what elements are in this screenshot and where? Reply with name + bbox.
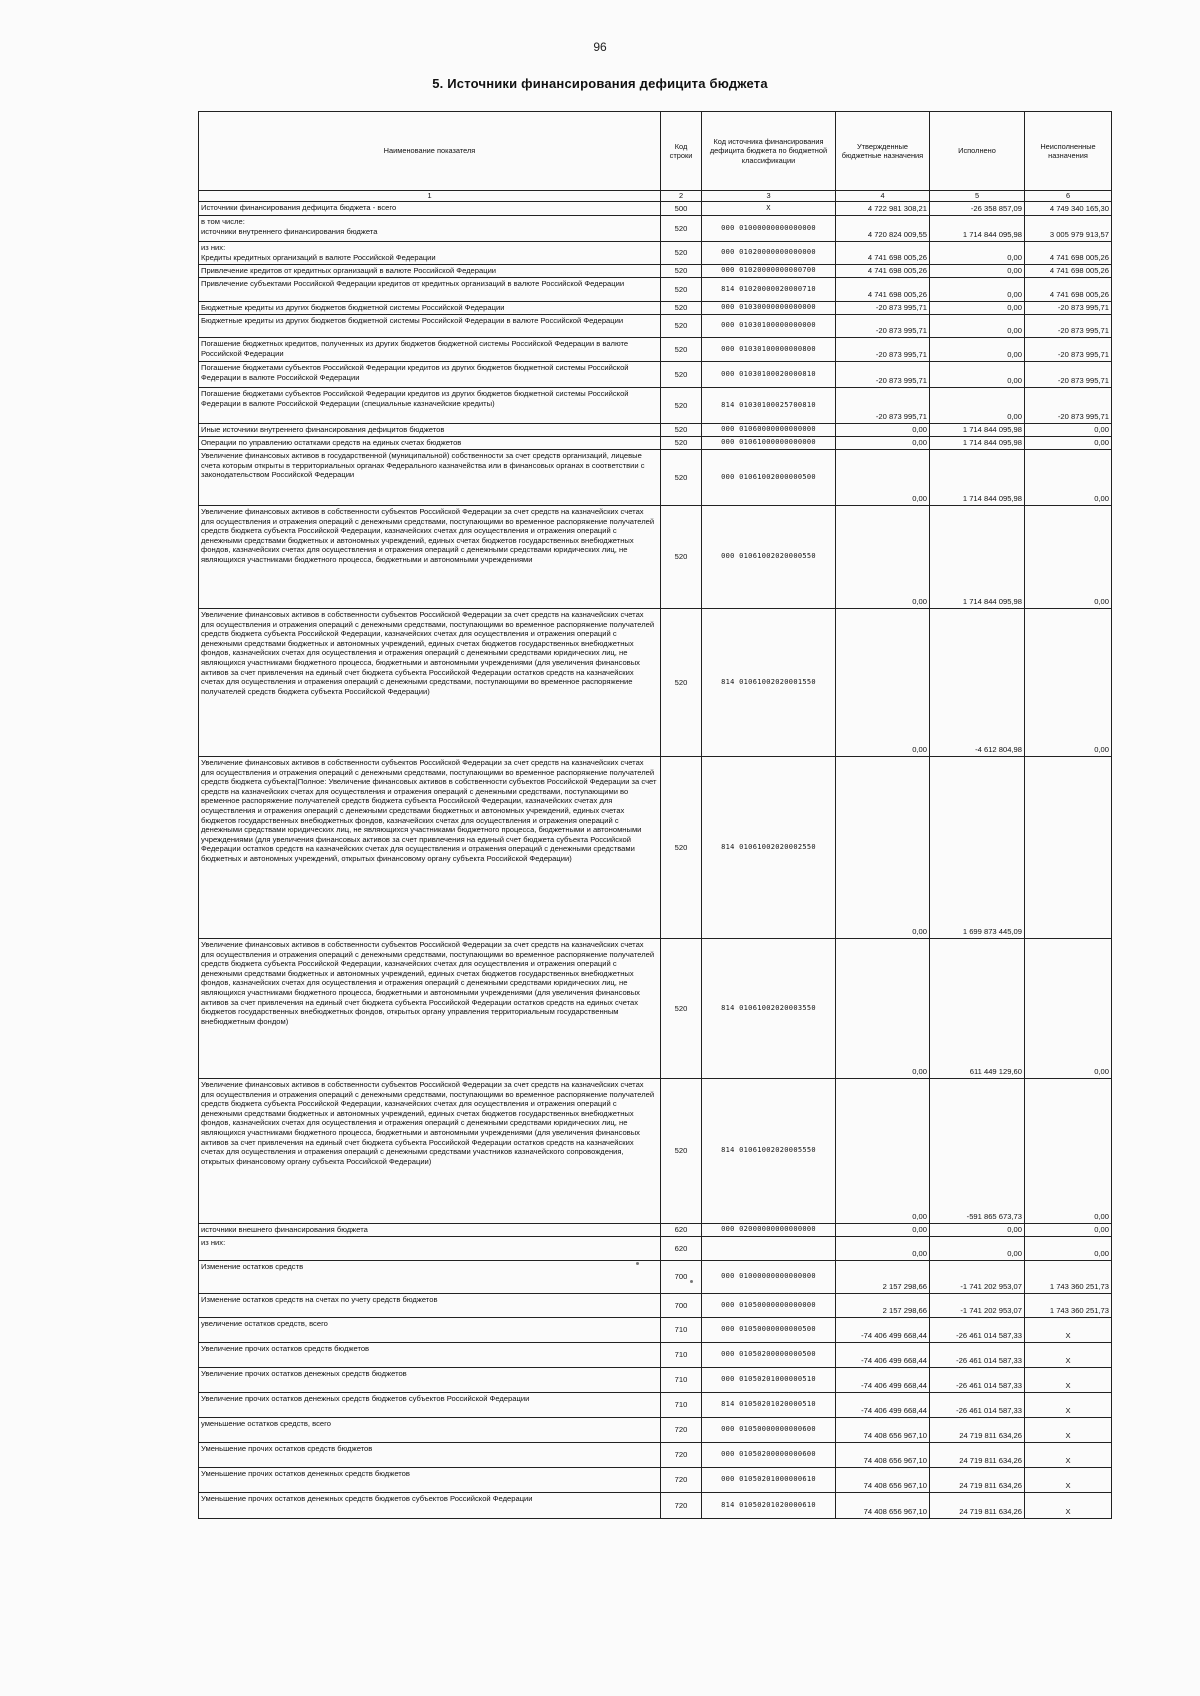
column-number: 3 xyxy=(702,191,836,202)
table-row xyxy=(199,450,1112,506)
row-remaining: X xyxy=(1025,1318,1112,1343)
row-remaining: -20 873 995,71 xyxy=(1025,302,1112,315)
row-executed: 0,00 xyxy=(930,1237,1025,1261)
row-line-code: 520 xyxy=(661,424,702,437)
row-executed: -1 741 202 953,07 xyxy=(930,1261,1025,1294)
row-executed: 24 719 811 634,26 xyxy=(930,1418,1025,1443)
row-executed: 611 449 129,60 xyxy=(930,939,1025,1079)
row-line-code: 520 xyxy=(661,265,702,278)
row-name: Увеличение финансовых активов в собственности субъектов Российской Федерации за счет средств на казначейских счетах для осуществления и отражения операций с денежными средствами, поступающими во временное распоряжение получателей средств бюджета субъекта Российской Федерации, казначейских счетах для осуществления и отражения операций с денежными средствами бюджетных и автономных учреждений, единых счетах бюджетов государственных внебюджетных фондов, казначейских счетах для осуществления и отражения операций с денежными средствами юридических лиц, не являющихся участниками бюджетного процесса, бюджетными и автономными учреждениями xyxy=(199,506,661,609)
table-row xyxy=(199,424,1112,437)
row-source-code: 000 01020000000000000 xyxy=(702,242,836,265)
row-executed: 1 714 844 095,98 xyxy=(930,506,1025,609)
row-name: Уменьшение прочих остатков денежных средств бюджетов субъектов Российской Федерации xyxy=(199,1493,661,1519)
table-row xyxy=(199,202,1112,216)
row-approved: -20 873 995,71 xyxy=(836,362,930,388)
row-name: источники внешнего финансирования бюджета xyxy=(199,1224,661,1237)
row-source-code: 814 01020000020000710 xyxy=(702,278,836,302)
row-executed: 24 719 811 634,26 xyxy=(930,1493,1025,1519)
row-approved: 0,00 xyxy=(836,939,930,1079)
table-row xyxy=(199,1079,1112,1224)
row-executed: 0,00 xyxy=(930,338,1025,362)
row-approved: -74 406 499 668,44 xyxy=(836,1318,930,1343)
row-source-code: 814 01061002020003550 xyxy=(702,939,836,1079)
row-source-code: 000 01000000000000000 xyxy=(702,216,836,242)
table-row xyxy=(199,216,1112,242)
row-approved: 4 741 698 005,26 xyxy=(836,265,930,278)
row-source-code: 000 01050200000000600 xyxy=(702,1443,836,1468)
row-executed: 0,00 xyxy=(930,302,1025,315)
section-title: 5. Источники финансирования дефицита бюджета xyxy=(432,76,768,91)
table-row xyxy=(199,302,1112,315)
row-approved: 2 157 298,66 xyxy=(836,1261,930,1294)
row-source-code: 000 01061000000000000 xyxy=(702,437,836,450)
row-line-code: 520 xyxy=(661,338,702,362)
row-executed: 0,00 xyxy=(930,362,1025,388)
row-line-code: 720 xyxy=(661,1493,702,1519)
row-name: уменьшение остатков средств, всего xyxy=(199,1418,661,1443)
row-approved: 74 408 656 967,10 xyxy=(836,1468,930,1493)
row-approved: 2 157 298,66 xyxy=(836,1294,930,1318)
row-name: Увеличение финансовых активов в государственной (муниципальной) собственности за счет средств организаций, лицевые счета которым открыты в территориальных органах Федерального казначейства или в финансовых органах в соответствии с законодательством Российской Федерации xyxy=(199,450,661,506)
row-source-code: 000 01020000000000700 xyxy=(702,265,836,278)
row-name: Увеличение финансовых активов в собственности субъектов Российской Федерации за счет средств на казначейских счетах для осуществления и отражения операций с денежными средствами, поступающими во временное распоряжение получателей средств бюджета субъекта Российской Федерации, казначейских счетах для осуществления и отражения операций с денежными средствами бюджетных и автономных учреждений, единых счетах бюджетов государственных внебюджетных фондов, казначейских счетах для осуществления и отражения операций с денежными средствами юридических лиц, не являющихся участниками бюджетного процесса, бюджетными и автономными учреждениями (для увеличения финансовых активов за счет привлечения на единый счет бюджета субъекта Российской Федерации остатков средств на единых счетах бюджетов государственных внебюджетных фондов, открытых органу управления территориальным государственным внебюджетным фондом) xyxy=(199,939,661,1079)
row-remaining xyxy=(1025,757,1112,939)
row-source-code: 814 01061002020005550 xyxy=(702,1079,836,1224)
table-row xyxy=(199,242,1112,265)
row-remaining: 0,00 xyxy=(1025,609,1112,757)
sources-table xyxy=(198,111,1112,1519)
row-name: Операции по управлению остатками средств на единых счетах бюджетов xyxy=(199,437,661,450)
row-name: Привлечение субъектами Российской Федерации кредитов от кредитных организаций в валюте Российской Федерации xyxy=(199,278,661,302)
row-line-code: 700 xyxy=(661,1294,702,1318)
row-line-code: 520 xyxy=(661,450,702,506)
row-line-code: 520 xyxy=(661,388,702,424)
row-approved: -74 406 499 668,44 xyxy=(836,1343,930,1368)
row-name: из них: xyxy=(199,1237,661,1261)
row-approved: 0,00 xyxy=(836,1237,930,1261)
row-name: Погашение бюджетных кредитов, полученных из других бюджетов бюджетной системы Российской Федерации в валюте Российской Федерации xyxy=(199,338,661,362)
table-row xyxy=(199,1261,1112,1294)
row-name: увеличение остатков средств, всего xyxy=(199,1318,661,1343)
table-row xyxy=(199,1224,1112,1237)
table-row xyxy=(199,362,1112,388)
row-remaining: 0,00 xyxy=(1025,939,1112,1079)
row-name: Погашение бюджетами субъектов Российской Федерации кредитов из других бюджетов бюджетной системы Российской Федерации в валюте Российской Федерации xyxy=(199,362,661,388)
row-remaining: 1 743 360 251,73 xyxy=(1025,1294,1112,1318)
row-remaining: 3 005 979 913,57 xyxy=(1025,216,1112,242)
row-name: Увеличение прочих остатков средств бюджетов xyxy=(199,1343,661,1368)
row-remaining: 0,00 xyxy=(1025,1079,1112,1224)
row-remaining: -20 873 995,71 xyxy=(1025,388,1112,424)
row-remaining: 4 749 340 165,30 xyxy=(1025,202,1112,216)
row-source-code: 000 01030000000000000 xyxy=(702,302,836,315)
row-source-code: 000 01050000000000000 xyxy=(702,1294,836,1318)
table-row xyxy=(199,278,1112,302)
row-remaining: 0,00 xyxy=(1025,437,1112,450)
scan-speck xyxy=(690,1280,693,1283)
row-line-code: 520 xyxy=(661,216,702,242)
row-remaining: -20 873 995,71 xyxy=(1025,362,1112,388)
row-source-code: 000 01061002020000550 xyxy=(702,506,836,609)
row-source-code: 814 01050201020000610 xyxy=(702,1493,836,1519)
row-line-code: 520 xyxy=(661,506,702,609)
row-approved: -20 873 995,71 xyxy=(836,302,930,315)
table-row xyxy=(199,1343,1112,1368)
row-source-code: 000 01060000000000000 xyxy=(702,424,836,437)
row-line-code: 500 xyxy=(661,202,702,216)
row-name: Уменьшение прочих остатков денежных средств бюджетов xyxy=(199,1468,661,1493)
row-executed: 0,00 xyxy=(930,388,1025,424)
row-executed: 1 714 844 095,98 xyxy=(930,216,1025,242)
table-row xyxy=(199,757,1112,939)
table-row xyxy=(199,1393,1112,1418)
row-line-code: 520 xyxy=(661,939,702,1079)
row-source-code: 814 01061002020002550 xyxy=(702,757,836,939)
row-executed: -591 865 673,73 xyxy=(930,1079,1025,1224)
row-name: Изменение остатков средств на счетах по учету средств бюджетов xyxy=(199,1294,661,1318)
row-approved: -74 406 499 668,44 xyxy=(836,1368,930,1393)
row-remaining: 0,00 xyxy=(1025,1224,1112,1237)
row-source-code: 000 01030100000000800 xyxy=(702,338,836,362)
row-approved: 74 408 656 967,10 xyxy=(836,1443,930,1468)
column-number-row xyxy=(199,191,1112,202)
table-row xyxy=(199,338,1112,362)
row-approved: 0,00 xyxy=(836,437,930,450)
row-line-code: 520 xyxy=(661,1079,702,1224)
row-remaining: X xyxy=(1025,1343,1112,1368)
row-approved: 0,00 xyxy=(836,1079,930,1224)
row-name: в том числе: источники внутреннего финансирования бюджета xyxy=(199,216,661,242)
row-approved: 0,00 xyxy=(836,450,930,506)
row-approved: 0,00 xyxy=(836,609,930,757)
row-line-code: 520 xyxy=(661,437,702,450)
row-remaining: X xyxy=(1025,1368,1112,1393)
table-row xyxy=(199,315,1112,338)
row-name: Иные источники внутреннего финансирования дефицитов бюджетов xyxy=(199,424,661,437)
row-source-code: 000 01030100020000810 xyxy=(702,362,836,388)
header-executed: Исполнено xyxy=(930,112,1025,191)
row-line-code: 520 xyxy=(661,242,702,265)
row-remaining: 4 741 698 005,26 xyxy=(1025,265,1112,278)
row-approved: -20 873 995,71 xyxy=(836,338,930,362)
row-approved: 0,00 xyxy=(836,424,930,437)
row-line-code: 520 xyxy=(661,278,702,302)
row-name: Привлечение кредитов от кредитных организаций в валюте Российской Федерации xyxy=(199,265,661,278)
table-header-row xyxy=(199,112,1112,191)
row-approved: -20 873 995,71 xyxy=(836,388,930,424)
row-line-code: 710 xyxy=(661,1343,702,1368)
table-row xyxy=(199,437,1112,450)
row-approved: 4 720 824 009,55 xyxy=(836,216,930,242)
row-remaining: -20 873 995,71 xyxy=(1025,338,1112,362)
row-source-code: 000 01050000000000500 xyxy=(702,1318,836,1343)
row-name: Изменение остатков средств xyxy=(199,1261,661,1294)
row-remaining: X xyxy=(1025,1393,1112,1418)
row-source-code: X xyxy=(702,202,836,216)
row-name: из них: Кредиты кредитных организаций в валюте Российской Федерации xyxy=(199,242,661,265)
row-approved: 74 408 656 967,10 xyxy=(836,1493,930,1519)
row-remaining: X xyxy=(1025,1493,1112,1519)
row-executed: -1 741 202 953,07 xyxy=(930,1294,1025,1318)
row-name: Бюджетные кредиты из других бюджетов бюджетной системы Российской Федерации в валюте Российской Федерации xyxy=(199,315,661,338)
row-remaining: 0,00 xyxy=(1025,1237,1112,1261)
row-approved: 4 722 981 308,21 xyxy=(836,202,930,216)
row-line-code: 720 xyxy=(661,1443,702,1468)
row-remaining: X xyxy=(1025,1418,1112,1443)
table-body xyxy=(199,202,1112,1519)
table-row xyxy=(199,1493,1112,1519)
table-row xyxy=(199,1237,1112,1261)
row-name: Увеличение прочих остатков денежных средств бюджетов субъектов Российской Федерации xyxy=(199,1393,661,1418)
row-line-code: 520 xyxy=(661,609,702,757)
row-remaining: -20 873 995,71 xyxy=(1025,315,1112,338)
row-executed: -26 461 014 587,33 xyxy=(930,1318,1025,1343)
row-source-code: 000 01000000000000000 xyxy=(702,1261,836,1294)
row-name: Уменьшение прочих остатков средств бюджетов xyxy=(199,1443,661,1468)
row-executed: 1 699 873 445,09 xyxy=(930,757,1025,939)
row-source-code: 000 01050201000000510 xyxy=(702,1368,836,1393)
header-source-code: Код источника финансирования дефицита бюджета по бюджетной классификации xyxy=(702,112,836,191)
row-source-code: 000 02000000000000000 xyxy=(702,1224,836,1237)
row-name: Погашение бюджетами субъектов Российской Федерации кредитов из других бюджетов бюджетной системы Российской Федерации в валюте Российской Федерации (специальные казначейские кредиты) xyxy=(199,388,661,424)
table-row xyxy=(199,1294,1112,1318)
column-number: 2 xyxy=(661,191,702,202)
page-number: 96 xyxy=(593,40,607,54)
row-name: Увеличение финансовых активов в собственности субъектов Российской Федерации за счет средств на казначейских счетах для осуществления и отражения операций с денежными средствами, поступающими во временное распоряжение получателей средств бюджета субъекта Российской Федерации, казначейских счетах для осуществления и отражения операций с денежными средствами бюджетных и автономных учреждений, единых счетах бюджетов государственных внебюджетных фондов, казначейских счетах для осуществления и отражения операций с денежными средствами юридических лиц, не являющихся участниками бюджетного процесса, бюджетными и автономными учреждениями (для увеличения финансовых активов за счет привлечения на единый счет бюджета субъекта Российской Федерации остатков средств на казначейских счетах для осуществления и отражения операций с денежными средствами участников казначейского сопровождения, открытых финансовому органу субъекта Российской Федерации) xyxy=(199,1079,661,1224)
row-approved: 4 741 698 005,26 xyxy=(836,278,930,302)
row-executed: -26 358 857,09 xyxy=(930,202,1025,216)
row-executed: 1 714 844 095,98 xyxy=(930,437,1025,450)
row-executed: 0,00 xyxy=(930,315,1025,338)
row-remaining: 1 743 360 251,73 xyxy=(1025,1261,1112,1294)
row-approved: -20 873 995,71 xyxy=(836,315,930,338)
row-approved: 0,00 xyxy=(836,506,930,609)
row-line-code: 720 xyxy=(661,1418,702,1443)
row-approved: 0,00 xyxy=(836,757,930,939)
row-executed: -26 461 014 587,33 xyxy=(930,1343,1025,1368)
table-row xyxy=(199,388,1112,424)
row-source-code: 000 01030100000000000 xyxy=(702,315,836,338)
row-line-code: 710 xyxy=(661,1318,702,1343)
row-executed: 1 714 844 095,98 xyxy=(930,450,1025,506)
row-source-code: 000 01050201000000610 xyxy=(702,1468,836,1493)
row-line-code: 710 xyxy=(661,1368,702,1393)
table-row xyxy=(199,1443,1112,1468)
row-remaining: 0,00 xyxy=(1025,506,1112,609)
row-source-code xyxy=(702,1237,836,1261)
row-approved: 0,00 xyxy=(836,1224,930,1237)
row-source-code: 814 01061002020001550 xyxy=(702,609,836,757)
row-source-code: 814 01030100025700810 xyxy=(702,388,836,424)
row-source-code: 814 01050201020000510 xyxy=(702,1393,836,1418)
table-row xyxy=(199,1468,1112,1493)
table-row xyxy=(199,506,1112,609)
row-line-code: 520 xyxy=(661,757,702,939)
row-executed: 0,00 xyxy=(930,265,1025,278)
row-line-code: 620 xyxy=(661,1237,702,1261)
header-approved: Утвержденные бюджетные назначения xyxy=(836,112,930,191)
scan-speck xyxy=(636,1262,639,1265)
row-remaining: 4 741 698 005,26 xyxy=(1025,242,1112,265)
header-line-code: Код строки xyxy=(661,112,702,191)
row-approved: -74 406 499 668,44 xyxy=(836,1393,930,1418)
row-line-code: 520 xyxy=(661,302,702,315)
table-row xyxy=(199,609,1112,757)
row-approved: 4 741 698 005,26 xyxy=(836,242,930,265)
row-line-code: 520 xyxy=(661,315,702,338)
row-remaining: X xyxy=(1025,1443,1112,1468)
column-number: 6 xyxy=(1025,191,1112,202)
table-row xyxy=(199,1418,1112,1443)
row-source-code: 000 01050200000000500 xyxy=(702,1343,836,1368)
row-remaining: 4 741 698 005,26 xyxy=(1025,278,1112,302)
row-name: Увеличение финансовых активов в собственности субъектов Российской Федерации за счет средств на казначейских счетах для осуществления и отражения операций с денежными средствами, поступающими во временное распоряжение получателей средств бюджета субъекта Российской Федерации, казначейских счетах для осуществления и отражения операций с денежными средствами бюджетных и автономных учреждений, единых счетах бюджетов государственных внебюджетных фондов, казначейских счетах для осуществления и отражения операций с денежными средствами юридических лиц, не являющихся участниками бюджетного процесса, бюджетными и автономными учреждениями (для увеличения финансовых активов за счет привлечения на единый счет бюджета субъекта Российской Федерации остатков средств на казначейских счетах для осуществления и отражения операций с денежными средствами, поступающими во временное распоряжение получателей средств бюджета субъекта Российской Федерации) xyxy=(199,609,661,757)
row-approved: 74 408 656 967,10 xyxy=(836,1418,930,1443)
table-row xyxy=(199,1318,1112,1343)
column-number: 5 xyxy=(930,191,1025,202)
row-name: Увеличение прочих остатков денежных средств бюджетов xyxy=(199,1368,661,1393)
row-line-code: 720 xyxy=(661,1468,702,1493)
row-line-code: 520 xyxy=(661,362,702,388)
row-remaining: 0,00 xyxy=(1025,450,1112,506)
row-executed: 24 719 811 634,26 xyxy=(930,1468,1025,1493)
row-name: Увеличение финансовых активов в собственности субъектов Российской Федерации за счет средств на казначейских счетах для осуществления и отражения операций с денежными средствами, поступающими во временное распоряжение получателей средств бюджета субъекта|Полное: Увеличение финансовых активов в собственности субъектов Российской Федерации за счет средств на казначейских счетах для осуществления и отражения операций с денежными средствами, поступающими во временное распоряжение получателей средств бюджета субъекта Российской Федерации, казначейских счетах для осуществления и отражения операций с денежными средствами бюджетных и автономных учреждений, единых счетах бюджетов государственных внебюджетных фондов, казначейских счетах для осуществления и отражения операций с денежными средствами юридических лиц, не являющихся участниками бюджетного процесса, бюджетными и автономными учреждениями (для увеличения финансовых активов за счет привлечения на единый счет бюджета субъекта Российской Федерации остатков средств на казначейских счетах для осуществления и отражения операций с денежными средствами бюджетных и автономных учреждений, открытых финансовому органу субъекта Российской Федерации) xyxy=(199,757,661,939)
row-remaining: X xyxy=(1025,1468,1112,1493)
header-remaining: Неисполненные назначения xyxy=(1025,112,1112,191)
row-executed: 0,00 xyxy=(930,278,1025,302)
table-row xyxy=(199,265,1112,278)
row-executed: -4 612 804,98 xyxy=(930,609,1025,757)
row-executed: -26 461 014 587,33 xyxy=(930,1393,1025,1418)
column-number: 4 xyxy=(836,191,930,202)
row-executed: 24 719 811 634,26 xyxy=(930,1443,1025,1468)
row-name: Бюджетные кредиты из других бюджетов бюджетной системы Российской Федерации xyxy=(199,302,661,315)
table-row xyxy=(199,939,1112,1079)
row-line-code: 700 xyxy=(661,1261,702,1294)
row-source-code: 000 01061002000000500 xyxy=(702,450,836,506)
row-executed: 0,00 xyxy=(930,242,1025,265)
row-line-code: 620 xyxy=(661,1224,702,1237)
row-remaining: 0,00 xyxy=(1025,424,1112,437)
header-name: Наименование показателя xyxy=(199,112,661,191)
column-number: 1 xyxy=(199,191,661,202)
row-line-code: 710 xyxy=(661,1393,702,1418)
row-name: Источники финансирования дефицита бюджета - всего xyxy=(199,202,661,216)
row-source-code: 000 01050000000000600 xyxy=(702,1418,836,1443)
row-executed: -26 461 014 587,33 xyxy=(930,1368,1025,1393)
row-executed: 1 714 844 095,98 xyxy=(930,424,1025,437)
table-row xyxy=(199,1368,1112,1393)
row-executed: 0,00 xyxy=(930,1224,1025,1237)
